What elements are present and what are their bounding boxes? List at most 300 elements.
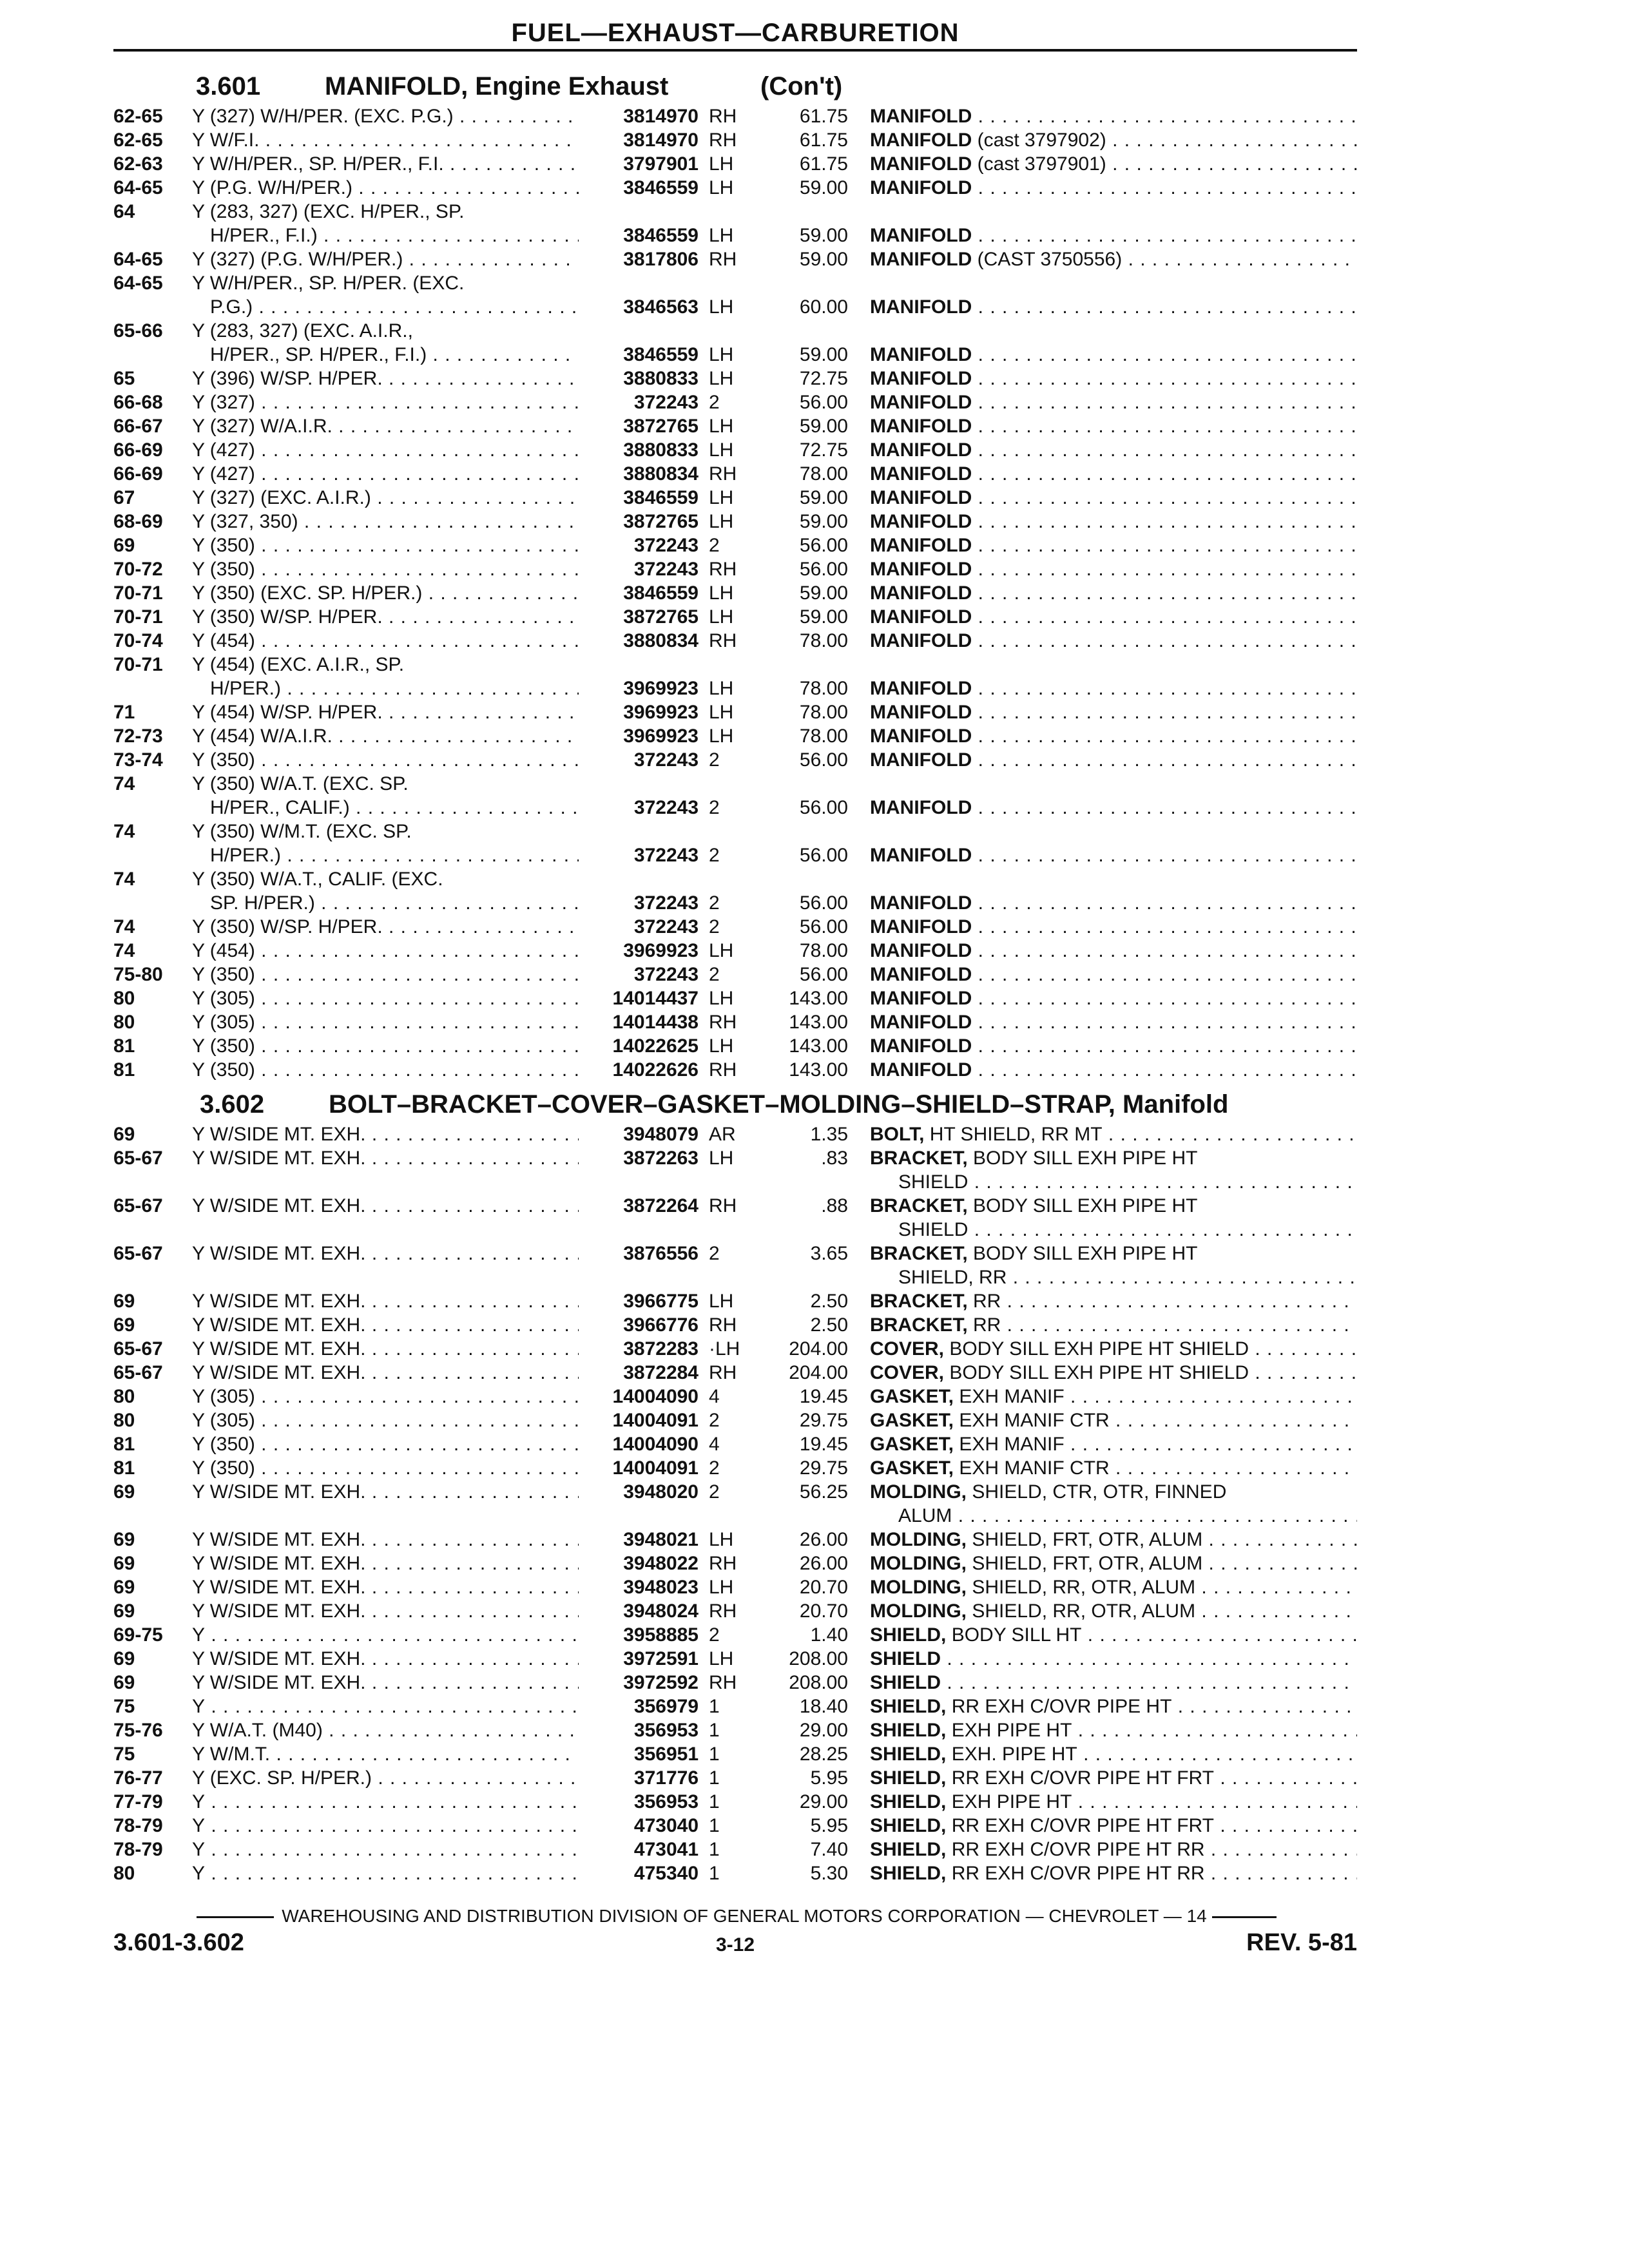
description-name: MANIFOLD <box>870 916 972 937</box>
part-number: 3966775 <box>623 1291 699 1312</box>
description-name: MOLDING, <box>870 1481 967 1503</box>
description-name: MANIFOLD <box>870 106 972 127</box>
model-years: 65-67 <box>113 1148 163 1169</box>
description-name: MANIFOLD <box>870 988 972 1009</box>
row-line <box>113 1146 1357 1170</box>
description <box>870 1194 1357 1218</box>
row-line <box>113 1122 1357 1146</box>
model-years: 65-67 <box>113 1362 163 1383</box>
price: 60.00 <box>799 296 848 318</box>
row-line <box>113 843 1357 867</box>
quantity: 4 <box>709 1386 720 1407</box>
model-years: 69 <box>113 1124 135 1145</box>
description-continued: ALUM . . . <box>898 1504 1357 1528</box>
application: Y W/SIDE MT. EXH. . . . <box>192 1599 579 1623</box>
model-years: 65-67 <box>113 1195 163 1216</box>
section-heading-3-602 <box>200 1090 1228 1119</box>
description-detail: EXH MANIF <box>954 1434 1065 1455</box>
description-detail: BODY SILL EXH PIPE HT SHIELD <box>944 1338 1249 1360</box>
part-number: 3948023 <box>623 1577 699 1598</box>
part-number: 475340 <box>633 1863 699 1884</box>
part-number: 14014438 <box>612 1012 699 1033</box>
part-number: 14004090 <box>612 1386 699 1407</box>
table-row <box>113 748 1357 772</box>
description-name: MANIFOLD <box>870 344 972 365</box>
table-row <box>113 1838 1357 1861</box>
application-continued: H/PER.) . . . <box>210 677 579 700</box>
application: Y (396) W/SP. H/PER. . . . <box>192 367 579 390</box>
quantity: 1 <box>709 1744 720 1765</box>
section-number: 3.601 <box>196 72 261 101</box>
price: 5.30 <box>810 1863 848 1884</box>
application: Y (350) (EXC. SP. H/PER.) . . . <box>192 581 579 605</box>
row-line <box>113 390 1357 414</box>
table-row <box>113 319 1357 367</box>
application: Y (350) W/M.T. (EXC. SP. <box>192 821 412 842</box>
price: 18.40 <box>799 1696 848 1717</box>
part-number: 3872765 <box>623 511 699 532</box>
model-years: 77-79 <box>113 1791 163 1812</box>
quantity: LH <box>709 1529 734 1550</box>
application: Y W/SIDE MT. EXH. . . . <box>192 1480 579 1504</box>
description-detail: (cast 3797901) <box>972 153 1106 175</box>
description-detail: EXH PIPE HT <box>946 1791 1072 1812</box>
description-name: GASKET, <box>870 1410 954 1431</box>
application: Y (305) . . . <box>192 1385 579 1408</box>
quantity: LH <box>709 1148 734 1169</box>
description <box>870 1313 1357 1337</box>
quantity: RH <box>709 1362 737 1383</box>
quantity: 1 <box>709 1815 720 1836</box>
quantity: 2 <box>709 892 720 914</box>
description-detail: BODY SILL HT <box>946 1624 1082 1646</box>
part-number: 3872263 <box>623 1148 699 1169</box>
part-number: 3969923 <box>623 702 699 723</box>
row-line <box>113 557 1357 581</box>
model-years: 69 <box>113 1291 135 1312</box>
table-row <box>113 176 1357 200</box>
application: Y W/SIDE MT. EXH. . . . <box>192 1289 579 1313</box>
description <box>870 247 1357 271</box>
price: 20.70 <box>799 1600 848 1622</box>
price: 78.00 <box>799 463 848 485</box>
table-row <box>113 963 1357 986</box>
price: 56.00 <box>799 797 848 818</box>
description-name: BRACKET, <box>870 1148 968 1169</box>
row-line <box>113 1504 1357 1528</box>
model-years: 65-66 <box>113 320 163 341</box>
price: 78.00 <box>799 702 848 723</box>
description <box>870 1034 1357 1058</box>
table-row <box>113 939 1357 963</box>
table-row <box>113 1408 1357 1432</box>
description <box>870 891 1357 915</box>
row-line <box>113 700 1357 724</box>
part-number: 3876556 <box>623 1243 699 1264</box>
quantity: 1 <box>709 1863 720 1884</box>
table-row <box>113 1456 1357 1480</box>
model-years: 70-72 <box>113 559 163 580</box>
row-line <box>113 1623 1357 1647</box>
table-row <box>113 1671 1357 1695</box>
model-years: 81 <box>113 1035 135 1057</box>
description-name: MANIFOLD <box>870 940 972 961</box>
application: Y . . . <box>192 1790 579 1814</box>
application: Y (454) . . . <box>192 629 579 653</box>
table-row <box>113 867 1357 915</box>
model-years: 75-80 <box>113 964 163 985</box>
price: 29.00 <box>799 1791 848 1812</box>
quantity: RH <box>709 249 737 270</box>
quantity: LH <box>709 177 734 198</box>
part-number: 3880833 <box>623 368 699 389</box>
description <box>870 1432 1357 1456</box>
price: 59.00 <box>799 487 848 508</box>
row-line <box>113 1695 1357 1718</box>
part-number: 372243 <box>633 916 699 937</box>
table-row <box>113 1313 1357 1337</box>
section-number: 3.602 <box>200 1090 265 1119</box>
part-number: 3872264 <box>623 1195 699 1216</box>
description-name: MANIFOLD <box>870 845 972 866</box>
application: Y (327) W/A.I.R. . . . <box>192 414 579 438</box>
application: Y W/SIDE MT. EXH. . . . <box>192 1146 579 1170</box>
quantity: LH <box>709 1291 734 1312</box>
row-line <box>113 1265 1357 1289</box>
row-line <box>113 677 1357 700</box>
description <box>870 343 1357 367</box>
price: 5.95 <box>810 1767 848 1789</box>
row-line <box>113 1408 1357 1432</box>
description-name: MANIFOLD <box>870 702 972 723</box>
table-row <box>113 557 1357 581</box>
quantity: RH <box>709 130 737 151</box>
description-detail: SHIELD, FRT, OTR, ALUM <box>967 1529 1203 1550</box>
part-number: 3969923 <box>623 940 699 961</box>
quantity: LH <box>709 678 734 699</box>
model-years: 65-67 <box>113 1243 163 1264</box>
price: 59.00 <box>799 344 848 365</box>
model-years: 62-65 <box>113 106 163 127</box>
row-line <box>113 486 1357 510</box>
part-number: 3969923 <box>623 726 699 747</box>
row-line <box>113 104 1357 128</box>
model-years: 70-71 <box>113 654 163 675</box>
description <box>870 1623 1357 1647</box>
description-name: MANIFOLD <box>870 582 972 604</box>
description <box>870 390 1357 414</box>
price: 56.00 <box>799 916 848 937</box>
footer-text: WAREHOUSING AND DISTRIBUTION DIVISION OF GENERAL MOTORS CORPORATION — CHEVROLET — 14 <box>282 1906 1207 1926</box>
model-years: 64-65 <box>113 249 163 270</box>
price: 2.50 <box>810 1291 848 1312</box>
part-number: 14004091 <box>612 1410 699 1431</box>
price: 29.75 <box>799 1457 848 1479</box>
description-detail: RR <box>967 1314 1001 1336</box>
quantity: 2 <box>709 845 720 866</box>
table-row <box>113 1647 1357 1671</box>
part-number: 14004090 <box>612 1434 699 1455</box>
description <box>870 724 1357 748</box>
model-years: 73-74 <box>113 749 163 771</box>
description <box>870 843 1357 867</box>
quantity: LH <box>709 726 734 747</box>
description-detail: EXH MANIF CTR <box>954 1410 1110 1431</box>
price: 143.00 <box>789 1035 848 1057</box>
price: 26.00 <box>799 1553 848 1574</box>
table-row <box>113 1432 1357 1456</box>
application-continued: H/PER., CALIF.) . . . <box>210 796 579 820</box>
description-name: MANIFOLD <box>870 749 972 771</box>
description-name: MANIFOLD <box>870 296 972 318</box>
quantity: RH <box>709 1672 737 1693</box>
application: Y W/SIDE MT. EXH. . . . <box>192 1575 579 1599</box>
part-number: 3948024 <box>623 1600 699 1622</box>
description <box>870 510 1357 533</box>
description-name: MANIFOLD <box>870 416 972 437</box>
description <box>870 1766 1357 1790</box>
description <box>870 1385 1357 1408</box>
description-detail: RR EXH C/OVR PIPE HT RR <box>946 1863 1205 1884</box>
row-line <box>113 581 1357 605</box>
part-number: 473041 <box>633 1839 699 1860</box>
application: Y (327) (EXC. A.I.R.) . . . <box>192 486 579 510</box>
footer-page-number: 3-12 <box>715 1934 755 1956</box>
quantity: 4 <box>709 1434 720 1455</box>
description <box>870 224 1357 247</box>
description-name: MANIFOLD <box>870 606 972 628</box>
row-line <box>113 510 1357 533</box>
application: Y (350) . . . <box>192 748 579 772</box>
row-line <box>113 1218 1357 1242</box>
application: Y W/SIDE MT. EXH. . . . <box>192 1313 579 1337</box>
description <box>870 367 1357 390</box>
part-number: 3872765 <box>623 606 699 628</box>
quantity: LH <box>709 511 734 532</box>
description-name: COVER, <box>870 1362 945 1383</box>
model-years: 74 <box>113 773 135 794</box>
application: Y (283, 327) (EXC. A.I.R., <box>192 320 413 341</box>
model-years: 80 <box>113 988 135 1009</box>
quantity: ·LH <box>709 1338 740 1360</box>
table-row <box>113 581 1357 605</box>
application: Y (EXC. SP. H/PER.) . . . <box>192 1766 579 1790</box>
quantity: LH <box>709 439 734 461</box>
price: 56.00 <box>799 964 848 985</box>
table-row <box>113 510 1357 533</box>
price: 59.00 <box>799 249 848 270</box>
description-name: COVER, <box>870 1338 945 1360</box>
part-number: 473040 <box>633 1815 699 1836</box>
model-years: 80 <box>113 1410 135 1431</box>
table-row <box>113 1695 1357 1718</box>
part-number: 14014437 <box>612 988 699 1009</box>
row-line <box>113 1528 1357 1552</box>
description-name: MOLDING, <box>870 1600 967 1622</box>
description-name: MANIFOLD <box>870 797 972 818</box>
row-line <box>113 1432 1357 1456</box>
description <box>870 1480 1357 1504</box>
quantity: 2 <box>709 916 720 937</box>
table-row <box>113 1718 1357 1742</box>
table-row <box>113 915 1357 939</box>
part-number: 356979 <box>633 1696 699 1717</box>
description-detail: SHIELD, RR, OTR, ALUM <box>967 1577 1196 1598</box>
description-name: SHIELD, <box>870 1791 947 1812</box>
description-detail: BODY SILL EXH PIPE HT SHIELD <box>944 1362 1249 1383</box>
part-number: 372243 <box>633 535 699 556</box>
description <box>870 1647 1357 1671</box>
table-row <box>113 1289 1357 1313</box>
table-row <box>113 128 1357 152</box>
row-line <box>113 1361 1357 1385</box>
description <box>870 176 1357 200</box>
price: 1.40 <box>810 1624 848 1646</box>
application: Y (350) . . . <box>192 1432 579 1456</box>
description <box>870 963 1357 986</box>
table-row <box>113 1010 1357 1034</box>
part-number: 3969923 <box>623 678 699 699</box>
price: 29.75 <box>799 1410 848 1431</box>
quantity: 2 <box>709 535 720 556</box>
description-detail: BODY SILL EXH PIPE HT <box>967 1148 1198 1169</box>
quantity: 2 <box>709 749 720 771</box>
part-number: 3948021 <box>623 1529 699 1550</box>
description-detail: EXH MANIF CTR <box>954 1457 1110 1479</box>
application: Y (350) W/A.T. (EXC. SP. <box>192 773 409 794</box>
model-years: 75-76 <box>113 1720 163 1741</box>
row-line <box>113 367 1357 390</box>
part-number: 3814970 <box>623 106 699 127</box>
row-line <box>113 176 1357 200</box>
description-detail: (CAST 3750556) <box>972 249 1123 270</box>
part-number: 3880833 <box>623 439 699 461</box>
price: 19.45 <box>799 1386 848 1407</box>
price: 56.00 <box>799 845 848 866</box>
price: 56.00 <box>799 559 848 580</box>
application: Y (350) . . . <box>192 963 579 986</box>
description-name: MANIFOLD <box>870 439 972 461</box>
price: 1.35 <box>810 1124 848 1145</box>
model-years: 74 <box>113 869 135 890</box>
section-title: MANIFOLD, Engine Exhaust <box>325 72 669 101</box>
description <box>870 1599 1357 1623</box>
description-name: MANIFOLD <box>870 392 972 413</box>
application-continued: H/PER., F.I.) . . . <box>210 224 579 247</box>
description <box>870 1861 1357 1885</box>
part-number: 3880834 <box>623 630 699 651</box>
row-line <box>113 438 1357 462</box>
description-name: MANIFOLD <box>870 559 972 580</box>
quantity: LH <box>709 344 734 365</box>
section-title: BOLT–BRACKET–COVER–GASKET–MOLDING–SHIELD–STRAP, Manifold <box>329 1090 1229 1119</box>
description <box>870 1575 1357 1599</box>
row-line <box>113 915 1357 939</box>
description-continued: SHIELD . . . <box>898 1218 1357 1242</box>
part-number: 3966776 <box>623 1314 699 1336</box>
row-line <box>113 295 1357 319</box>
part-number: 356953 <box>633 1791 699 1812</box>
table-row <box>113 700 1357 724</box>
quantity: LH <box>709 225 734 246</box>
part-number: 3817806 <box>623 249 699 270</box>
price: 78.00 <box>799 726 848 747</box>
part-number: 3846559 <box>623 487 699 508</box>
price: 208.00 <box>789 1648 848 1669</box>
description-name: MANIFOLD <box>870 964 972 985</box>
model-years: 65-67 <box>113 1338 163 1360</box>
price: 61.75 <box>799 130 848 151</box>
price: 59.00 <box>799 606 848 628</box>
description-name: SHIELD, <box>870 1744 947 1765</box>
page-header-title: FUEL—EXHAUST—CARBURETION <box>511 19 959 47</box>
quantity: RH <box>709 1195 737 1216</box>
description-detail: SHIELD, CTR, OTR, FINNED <box>967 1481 1227 1503</box>
description-name: MANIFOLD <box>870 177 972 198</box>
model-years: 69 <box>113 1314 135 1336</box>
quantity: RH <box>709 1012 737 1033</box>
table-row <box>113 986 1357 1010</box>
application: Y (327) W/H/PER. (EXC. P.G.) . . . <box>192 104 579 128</box>
description-detail: RR EXH C/OVR PIPE HT <box>946 1696 1172 1717</box>
model-years: 81 <box>113 1059 135 1081</box>
description <box>870 796 1357 820</box>
description <box>870 629 1357 653</box>
part-number: 3948020 <box>623 1481 699 1503</box>
part-number: 3972591 <box>623 1648 699 1669</box>
table-row <box>113 271 1357 319</box>
page-footer <box>113 1903 1357 1929</box>
model-years: 69 <box>113 1529 135 1550</box>
description <box>870 1671 1357 1695</box>
price: 56.00 <box>799 749 848 771</box>
description-name: MANIFOLD <box>870 249 972 270</box>
quantity: LH <box>709 1035 734 1057</box>
table-row <box>113 1552 1357 1575</box>
part-number: 372243 <box>633 797 699 818</box>
model-years: 81 <box>113 1457 135 1479</box>
description <box>870 1242 1357 1265</box>
price: 78.00 <box>799 630 848 651</box>
description-detail: RR <box>967 1291 1001 1312</box>
table-row <box>113 1814 1357 1838</box>
application: Y W/F.I. . . . <box>192 128 579 152</box>
description <box>870 533 1357 557</box>
part-number: 14022625 <box>612 1035 699 1057</box>
part-number: 3846559 <box>623 582 699 604</box>
table-row <box>113 1480 1357 1528</box>
description-name: GASKET, <box>870 1434 954 1455</box>
description <box>870 986 1357 1010</box>
row-line <box>113 152 1357 176</box>
application: Y W/SIDE MT. EXH. . . . <box>192 1194 579 1218</box>
model-years: 70-74 <box>113 630 163 651</box>
price: 5.95 <box>810 1815 848 1836</box>
model-years: 72-73 <box>113 726 163 747</box>
table-row <box>113 438 1357 462</box>
description <box>870 700 1357 724</box>
price: 29.00 <box>799 1720 848 1741</box>
description-name: SHIELD <box>870 1648 941 1669</box>
price: 72.75 <box>799 368 848 389</box>
row-line <box>113 1337 1357 1361</box>
quantity: 1 <box>709 1839 720 1860</box>
row-line <box>113 1058 1357 1082</box>
application: Y (350) . . . <box>192 1034 579 1058</box>
row-line <box>113 820 1357 843</box>
part-number: 3958885 <box>623 1624 699 1646</box>
model-years: 66-68 <box>113 392 163 413</box>
